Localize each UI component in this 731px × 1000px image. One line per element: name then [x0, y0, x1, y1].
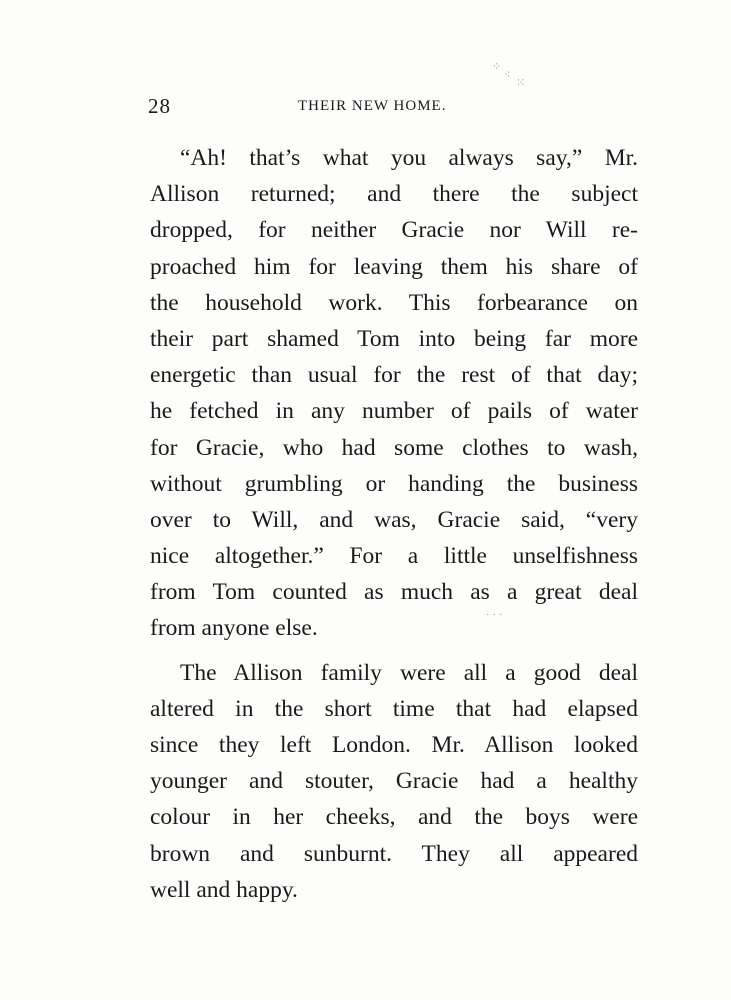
running-title: THEIR NEW HOME. — [298, 98, 447, 114]
text-line: Allison returned; and there the subject — [150, 181, 638, 208]
text-line: colour in her cheeks, and the boys were — [150, 804, 638, 831]
text-line: from anyone else. — [150, 615, 318, 642]
text-line: well and happy. — [150, 876, 298, 903]
text-line: for Gracie, who had some clothes to wash, — [150, 434, 638, 461]
body-text — [150, 140, 638, 908]
text-line: proached him for leaving them his share of — [150, 253, 638, 280]
text-line: energetic than usual for the rest of that day; — [150, 362, 638, 389]
paragraph-gap — [150, 647, 638, 655]
text-line: he fetched in any number of pails of water — [150, 398, 638, 425]
text-line: nice altogether.” For a little unselfishness — [150, 543, 638, 570]
text-line: The Allison family were all a good deal — [180, 659, 638, 686]
text-line: brown and sunburnt. They all appeared — [150, 840, 638, 867]
page-header — [148, 94, 638, 118]
text-line: the household work. This forbearance on — [150, 289, 638, 316]
text-line: over to Will, and was, Gracie said, “very — [150, 506, 638, 533]
paper-speck: · · · — [486, 609, 503, 621]
text-line: without grumbling or handing the business — [150, 470, 638, 497]
paper-speck: ⁙ — [516, 77, 526, 89]
page-number: 28 — [148, 94, 171, 118]
text-line: younger and stouter, Gracie had a healthy — [150, 768, 638, 795]
paper-speck: ⁘ — [492, 61, 502, 73]
paper-speck: ⁖ — [504, 69, 511, 81]
text-line: their part shamed Tom into being far more — [150, 325, 638, 352]
text-line: from Tom counted as much as a great deal — [150, 579, 638, 606]
paragraph-1 — [150, 140, 638, 647]
text-line: “Ah! that’s what you always say,” Mr. — [180, 145, 638, 171]
text-line: altered in the short time that had elapsed — [150, 695, 638, 722]
text-line: dropped, for neither Gracie nor Will re- — [150, 217, 638, 244]
paragraph-2 — [150, 655, 638, 908]
text-line: since they left London. Mr. Allison looked — [150, 732, 638, 758]
